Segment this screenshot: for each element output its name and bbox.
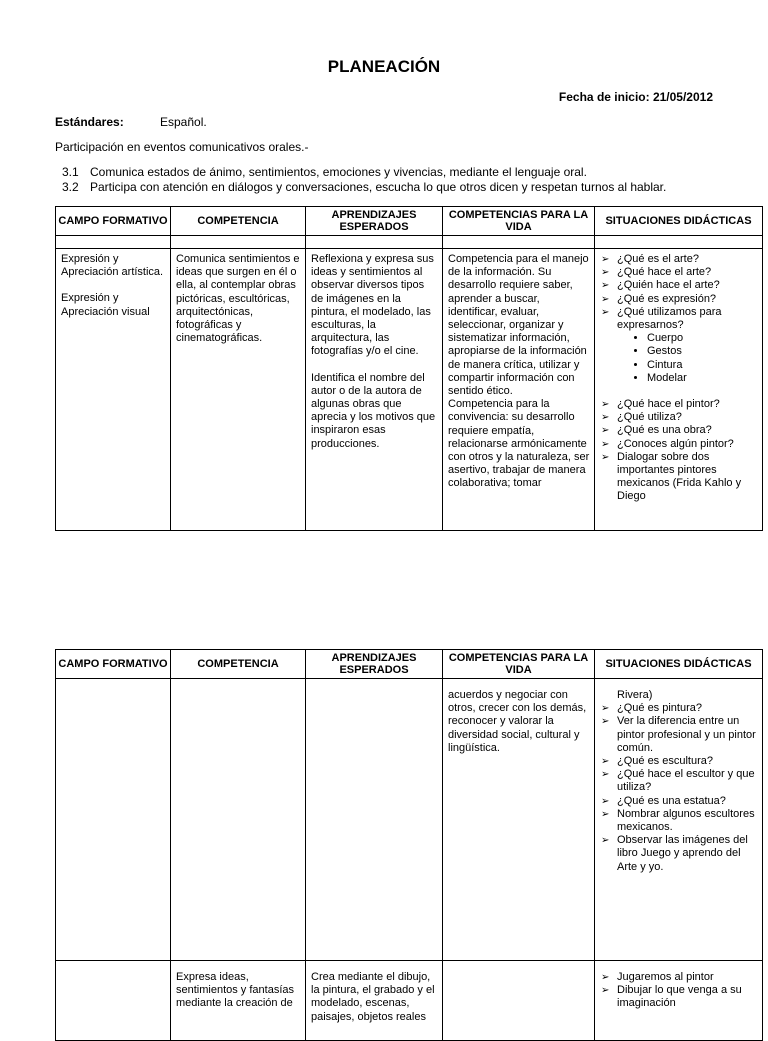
standards-value: Español.: [160, 115, 207, 129]
page-title: PLANEACIÓN: [327, 57, 441, 76]
list-item: ➢ ¿Qué utiliza?: [617, 411, 758, 424]
table-row: [56, 679, 763, 961]
list-item: ➢ ¿Qué es escultura?: [617, 755, 758, 768]
list-item: ➢ ¿Qué es una obra?: [617, 424, 758, 437]
bullet-item: • Modelar: [647, 372, 758, 385]
list-item: ➢ ¿Qué utilizamos para expresarnos?: [617, 306, 758, 332]
header-situaciones: SITUACIONES DIDÁCTICAS: [595, 650, 763, 679]
list-item: ➢ ¿Qué es pintura?: [617, 702, 758, 715]
list-item: ➢ ¿Qué hace el pintor?: [617, 398, 758, 411]
list-item: ➢ Jugaremos al pintor: [617, 971, 758, 984]
header-campo: CAMPO FORMATIVO: [56, 207, 171, 236]
competencia-text: Expresa ideas, sentimientos y fantasías mediante la creación de: [176, 971, 295, 1010]
header-situaciones: SITUACIONES DIDÁCTICAS: [595, 207, 763, 236]
list-item: ➢ Observar las imágenes del libro Juego y aprendo del Arte y yo.: [617, 834, 758, 874]
list-item: Rivera): [617, 689, 653, 701]
list-item: ➢ ¿Conoces algún pintor?: [617, 438, 758, 451]
list-item: ➢ ¿Qué es una estatua?: [617, 795, 758, 808]
list-item: ➢ ¿Qué hace el escultor y que utiliza?: [617, 768, 758, 794]
header-campo: CAMPO FORMATIVO: [56, 650, 171, 679]
aprendizajes-text: Identifica el nombre del autor o de la autora de algunas obras que aprecia y los motivos que inspiraron esas producciones.: [311, 371, 436, 450]
aprendizajes-text: Crea mediante el dibujo, la pintura, el grabado y el modelado, escenas, paisajes, objetos reales: [311, 971, 435, 1023]
header-aprendizajes: APRENDIZAJES ESPERADOS: [306, 650, 443, 679]
list-item: 3.1 Comunica estados de ánimo, sentimientos, emociones y vivencias, mediante el lenguaje oral.: [62, 165, 587, 179]
table-row: [56, 961, 763, 1041]
competencia-text: Comunica sentimientos e ideas que surgen en él o ella, al contemplar obras pictóricas, escultóricas, arquitectónicas, fotográficas y cinematográficas.: [176, 253, 300, 345]
list-item: ➢ ¿Qué es expresión?: [617, 293, 758, 306]
table-header-row: [56, 207, 763, 236]
header-competencia: COMPETENCIA: [171, 650, 306, 679]
campo-text: Expresión y Apreciación visual: [61, 292, 150, 318]
vida-text: Competencia para el manejo de la información. Su desarrollo requiere saber, aprender a buscar, identificar, evaluar, seleccionar, organizar y sistematizar información, apropiarse de la información de manera crítica, utilizar y compartir información con sentido ético.: [448, 253, 589, 398]
list-item: ➢ ¿Qué hace el arte?: [617, 266, 758, 279]
list-item: ➢ Ver la diferencia entre un pintor profesional y un pintor común.: [617, 715, 758, 755]
vida-text: Competencia para la convivencia: su desarrollo requiere empatía, relacionarse armónicamente con otros y la naturaleza, ser asertivo, trabajar de manera colaborativa; tomar: [448, 398, 590, 490]
campo-text: Expresión y Apreciación artística.: [61, 253, 164, 279]
list-item: ➢ Dibujar lo que venga a su imaginación: [617, 984, 758, 1010]
header-vida: COMPETENCIAS PARA LA VIDA: [443, 207, 595, 236]
list-item: ➢ Dialogar sobre dos importantes pintores mexicanos (Frida Kahlo y Diego: [617, 451, 758, 504]
table-header-row: [56, 650, 763, 679]
header-aprendizajes: APRENDIZAJES ESPERADOS: [306, 207, 443, 236]
planning-table-2: [55, 649, 763, 1041]
list-item: 3.2 Participa con atención en diálogos y conversaciones, escucha lo que otros dicen y respetan turnos al hablar.: [62, 180, 667, 194]
planning-table-1: [55, 206, 763, 531]
header-vida: COMPETENCIAS PARA LA VIDA: [443, 650, 595, 679]
bullet-item: • Cintura: [647, 359, 758, 372]
bullet-item: • Cuerpo: [647, 332, 758, 345]
list-item: ➢ Nombrar algunos escultores mexicanos.: [617, 808, 758, 834]
standards-label: Estándares:: [55, 115, 124, 129]
table-row: [56, 249, 763, 531]
header-competencia: COMPETENCIA: [171, 207, 306, 236]
list-item: ➢ ¿Quién hace el arte?: [617, 279, 758, 292]
intro-text: Participación en eventos comunicativos orales.-: [55, 140, 309, 154]
start-date: Fecha de inicio: 21/05/2012: [558, 90, 713, 104]
vida-text: acuerdos y negociar con otros, crecer con los demás, reconocer y valorar la diversidad social, cultural y lingüística.: [448, 689, 587, 754]
bullet-item: • Gestos: [647, 345, 758, 358]
list-item: ➢ ¿Qué es el arte?: [617, 253, 758, 266]
aprendizajes-text: Reflexiona y expresa sus ideas y sentimientos al observar diversos tipos de imágenes en la pintura, el modelado, las esculturas, la arquitectura, las fotografías y/o el cine.: [311, 253, 434, 358]
